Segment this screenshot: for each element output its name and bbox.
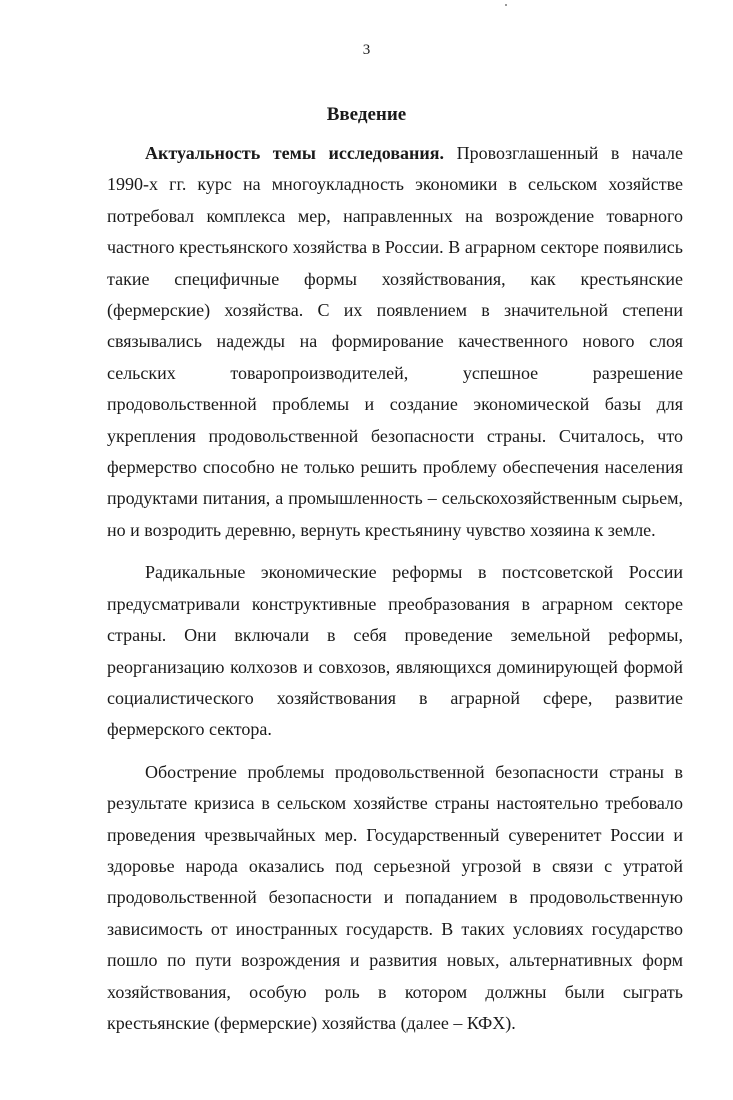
scan-speck: [505, 4, 507, 6]
section-heading: Введение: [326, 104, 407, 125]
paragraph-1: [107, 138, 683, 546]
page-number: 3: [362, 42, 371, 58]
paragraph-2: Радикальные экономические реформы в постсоветской России предусматривали конструктивные преобразования в аграрном секторе страны. Они включали в себя проведение земельной реформы, реорганизацию колхозов и совхозов, являющихся доминирующей формой социалистического хозяйствования в аграрной сфере, развитие фермерского сектора.: [107, 562, 683, 740]
paragraph-3: Обострение проблемы продовольственной безопасности страны в результате кризиса в сельском хозяйстве страны настоятельно требовало проведения чрезвычайных мер. Государственный суверенитет России и здоровье народа оказались под серьезной угрозой в связи с утратой продовольственной безопасности и попаданием в продовольственную зависимость от иностранных государств. В таких условиях государство пошло по пути возрождения и развития новых, альтернативных форм хозяйствования, особую роль в котором должны были сыграть крестьянские (фермерские) хозяйства (далее – КФХ).: [107, 761, 683, 1033]
paragraph-1-text: Провозглашенный в начале 1990-х гг. курс на многоукладность экономики в сельском хозяйстве потребовал комплекса мер, направленных на возрождение товарного частного крестьянского хозяйства в России. В аграрном секторе появились такие специфичные формы хозяйствования, как крестьянские (фермерские) хозяйства. С их появлением в значительной степени связывались надежды на формирование качественного нового слоя сельских товаропроизводителей, успешное разрешение продовольственной проблемы и создание экономической базы для укрепления продовольственной безопасности страны. Считалось, что фермерство способно не только решить проблему обеспечения населения продуктами питания, а промышленность – сельскохозяйственным сырьем, но и возродить деревню, вернуть крестьянину чувство хозяина к земле.: [107, 143, 684, 540]
body-text: [107, 138, 683, 1050]
paragraph-lead: Актуальность темы исследования.: [145, 143, 445, 163]
